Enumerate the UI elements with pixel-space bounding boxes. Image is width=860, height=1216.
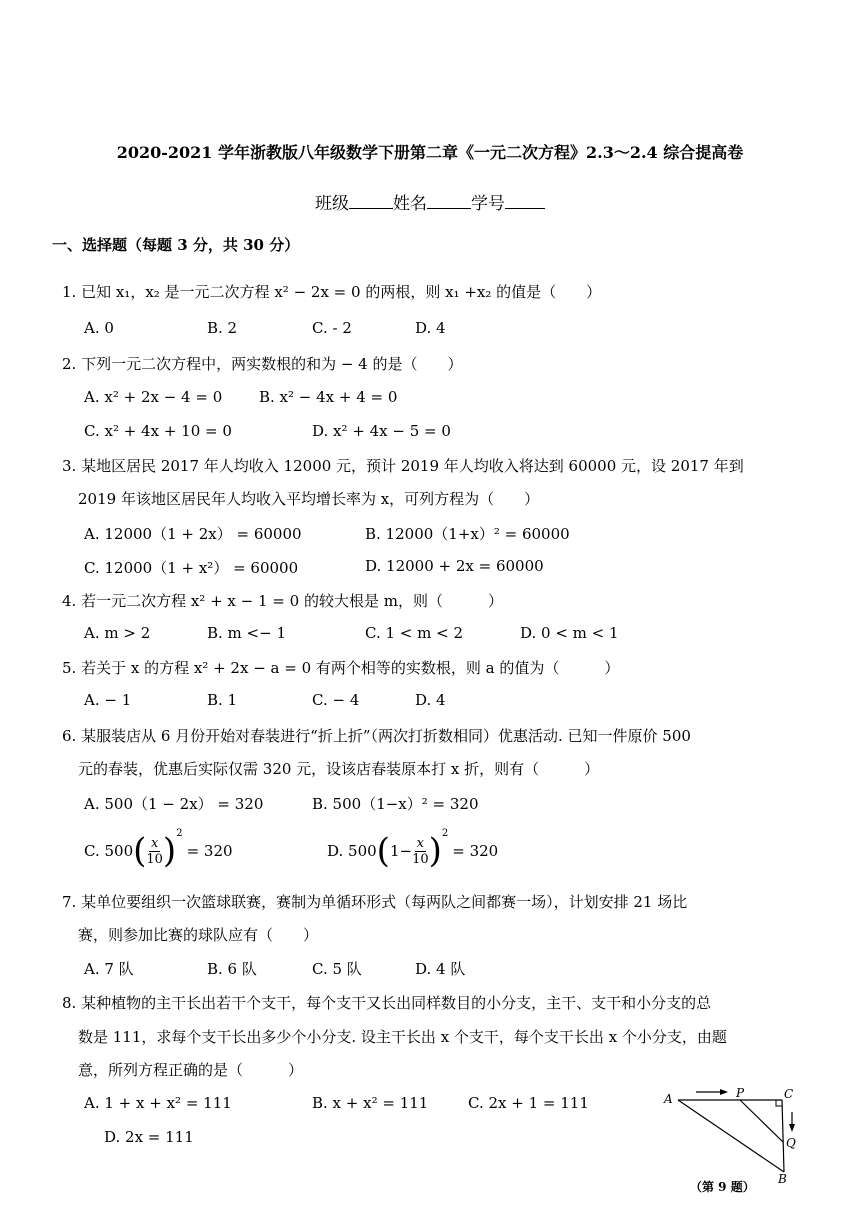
q2-option-a: A. x² + 2x − 4 = 0 xyxy=(84,388,223,406)
question-8-line-1: 8. 某种植物的主干长出若干个支干，每个支干又长出同样数目的小分支，主干、支干和小分支的总 xyxy=(62,994,712,1012)
question-6-line-1: 6. 某服装店从 6 月份开始对春装进行“折上折”（两次打折数相同）优惠活动. 已知一件原价 500 xyxy=(62,727,691,745)
question-4-stem: 4. 若一元二次方程 x² + x − 1 = 0 的较大根是 m，则（ ） xyxy=(62,592,503,610)
class-label: 班级 xyxy=(315,194,349,214)
right-paren: ) xyxy=(428,831,442,871)
q2-option-d: D. x² + 4x − 5 = 0 xyxy=(312,422,451,440)
figure-caption: （第 9 题） xyxy=(690,1180,755,1194)
question-6-line-2: 元的春装，优惠后实际仅需 320 元，设该店春装原本打 x 折，则有（ ） xyxy=(78,760,600,778)
q6-option-c xyxy=(84,826,233,876)
q8-option-c: C. 2x + 1 = 111 xyxy=(468,1094,589,1112)
q6-c-prefix: C. 500 xyxy=(84,842,134,860)
q4-option-c: C. 1 < m < 2 xyxy=(365,624,463,642)
q5-option-c: C. − 4 xyxy=(312,691,360,709)
q6-d-prefix: D. 500 xyxy=(327,842,377,860)
q6-option-d xyxy=(327,826,498,876)
q3-option-b: B. 12000（1+x）² = 60000 xyxy=(365,525,570,543)
q3-option-c: C. 12000（1 + x²） = 60000 xyxy=(84,559,299,577)
q6-c-rhs: = 320 xyxy=(186,842,233,860)
q6-option-a: A. 500（1 − 2x） = 320 xyxy=(84,795,264,813)
q8-option-a: A. 1 + x + x² = 111 xyxy=(84,1094,232,1112)
q4-option-b: B. m <− 1 xyxy=(207,624,286,642)
exponent: 2 xyxy=(441,828,449,839)
question-3-line-1: 3. 某地区居民 2017 年人均收入 12000 元，预计 2019 年人均收入将达到 60000 元，设 2017 年到 xyxy=(62,457,744,475)
q3-option-a: A. 12000（1 + 2x） = 60000 xyxy=(84,525,302,543)
id-blank[interactable] xyxy=(505,194,545,209)
q7-option-c: C. 5 队 xyxy=(312,960,362,978)
question-1-stem: 1. 已知 x₁，x₂ 是一元二次方程 x² − 2x = 0 的两根，则 x₁ +x₂ 的值是（ ） xyxy=(62,283,602,301)
label-a: A xyxy=(664,1092,673,1106)
right-paren: ) xyxy=(162,831,177,871)
q7-option-d: D. 4 队 xyxy=(415,960,466,978)
q4-option-d: D. 0 < m < 1 xyxy=(520,624,619,642)
question-5-stem: 5. 若关于 x 的方程 x² + 2x − a = 0 有两个相等的实数根，则 a 的值为（ ） xyxy=(62,659,620,677)
question-7-line-1: 7. 某单位要组织一次篮球联赛，赛制为单循环形式（每两队之间都赛一场），计划安排 21 场比 xyxy=(62,893,688,911)
q4-option-a: A. m > 2 xyxy=(84,624,151,642)
question-7-line-2: 赛，则参加比赛的球队应有（ ） xyxy=(78,926,319,944)
section-heading: 一、选择题（每题 3 分，共 30 分） xyxy=(52,236,300,254)
question-8-line-2: 数是 111，求每个支干长出多少个小分支. 设主干长出 x 个支干，每个支干长出 x 个小分支，由题 xyxy=(78,1028,727,1046)
class-blank[interactable] xyxy=(349,194,393,209)
q7-option-a: A. 7 队 xyxy=(84,960,134,978)
q1-option-b: B. 2 xyxy=(207,319,238,337)
student-info-line xyxy=(0,189,860,214)
q6-option-b: B. 500（1−x）² = 320 xyxy=(312,795,479,813)
exponent: 2 xyxy=(176,828,183,839)
q1-option-a: A. 0 xyxy=(84,319,114,337)
fraction-denominator: 10 xyxy=(412,851,429,867)
fraction-numerator: x xyxy=(150,835,159,851)
q5-option-a: A. − 1 xyxy=(84,691,132,709)
q6-d-rhs: = 320 xyxy=(452,842,499,860)
fraction-x-over-10 xyxy=(412,836,429,867)
question-3-line-2: 2019 年该地区居民年人均收入平均增长率为 x，可列方程为（ ） xyxy=(78,490,540,508)
question-2-stem: 2. 下列一元二次方程中，两实数根的和为 − 4 的是（ ） xyxy=(62,355,463,373)
q5-option-d: D. 4 xyxy=(415,691,446,709)
question-8-line-3: 意，所列方程正确的是（ ） xyxy=(78,1061,304,1079)
name-blank[interactable] xyxy=(427,194,471,209)
label-p: P xyxy=(736,1086,745,1100)
q7-option-b: B. 6 队 xyxy=(207,960,257,978)
q3-option-d: D. 12000 + 2x = 60000 xyxy=(365,557,544,575)
label-b: B xyxy=(778,1172,787,1186)
q5-option-b: B. 1 xyxy=(207,691,238,709)
id-label: 学号 xyxy=(471,194,505,214)
q8-option-d: D. 2x = 111 xyxy=(104,1128,194,1146)
q8-option-b: B. x + x² = 111 xyxy=(312,1094,429,1112)
left-paren: ( xyxy=(376,831,390,871)
q2-option-c: C. x² + 4x + 10 = 0 xyxy=(84,422,232,440)
fraction-x-over-10 xyxy=(146,836,163,867)
q1-option-c: C. - 2 xyxy=(312,319,352,337)
q2-option-b: B. x² − 4x + 4 = 0 xyxy=(259,388,398,406)
left-paren: ( xyxy=(133,831,147,871)
label-q: Q xyxy=(786,1136,796,1150)
fraction-numerator: x xyxy=(416,835,424,851)
name-label: 姓名 xyxy=(393,194,427,214)
label-c: C xyxy=(784,1087,794,1101)
page-title: 2020-2021 学年浙教版八年级数学下册第二章《一元二次方程》2.3～2.4 综合提高卷 xyxy=(116,143,744,162)
q1-option-d: D. 4 xyxy=(415,319,446,337)
fraction-denominator: 10 xyxy=(146,851,163,867)
one-minus: 1− xyxy=(389,842,413,860)
